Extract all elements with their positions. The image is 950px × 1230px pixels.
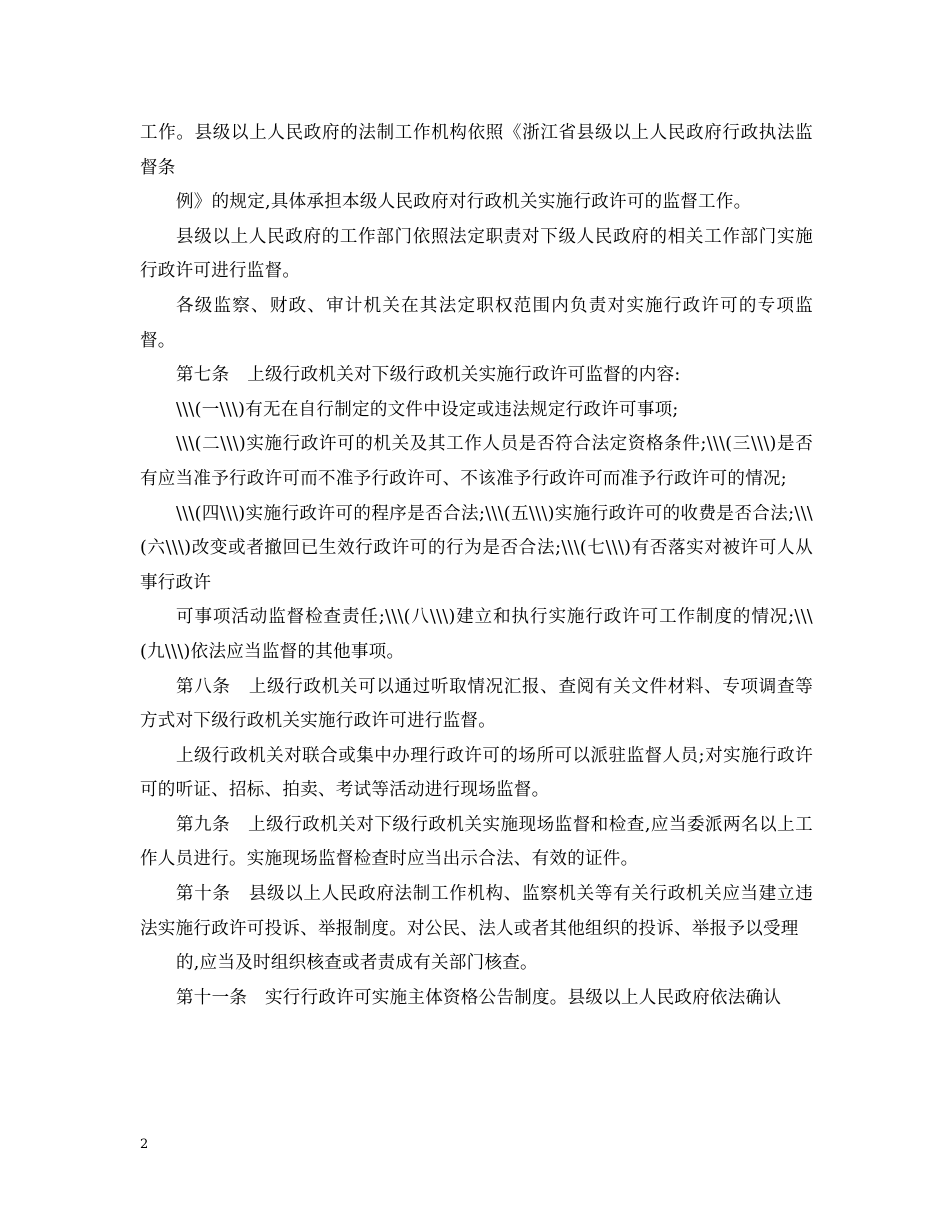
article-7-items-8-9: 可事项活动监督检查责任;\\\(八\\\)建立和执行实施行政许可工作制度的情况;\\\(九\\\)依法应当监督的其他事项。 [140,607,813,662]
paragraph-1: 工作。县级以上人民政府的法制工作机构依照《浙江省县级以上人民政府行政执法监督条 [140,123,813,178]
paragraph-2: 例》的规定,具体承担本级人民政府对行政机关实施行政许可的监督工作。 [176,192,752,213]
article-10: 第十条 县级以上人民政府法制工作机构、监察机关等有关行政机关应当建立违法实施行政许可投诉、举报制度。对公民、法人或者其他组织的投诉、举报予以受理 [140,884,813,939]
article-10-continued: 的,应当及时组织核查或者责成有关部门核查。 [176,953,538,974]
page-number: 2 [140,1137,149,1152]
document-body [140,116,813,1015]
article-7-items-4-7: \\\(四\\\)实施行政许可的程序是否合法;\\\(五\\\)实施行政许可的收费是否合法;\\\(六\\\)改变或者撤回已生效行政许可的行为是否合法;\\\(七\\\)有否落实对被许可人从事行政许 [140,503,813,593]
paragraph-4: 各级监察、财政、审计机关在其法定职权范围内负责对实施行政许可的专项监督。 [140,295,813,351]
article-7-item-1: \\\(一\\\)有无在自行制定的文件中设定或违法规定行政许可事项; [176,399,679,420]
article-7-heading: 第七条 上级行政机关对下级行政机关实施行政许可监督的内容: [176,365,681,386]
article-8-paragraph-2: 上级行政机关对联合或集中办理行政许可的场所可以派驻监督人员;对实施行政许可的听证、招标、拍卖、考试等活动进行现场监督。 [140,745,813,801]
article-9: 第九条 上级行政机关对下级行政机关实施现场监督和检查,应当委派两名以上工作人员进行。实施现场监督检查时应当出示合法、有效的证件。 [140,814,813,870]
paragraph-3: 县级以上人民政府的工作部门依照法定职责对下级人民政府的相关工作部门实施行政许可进行监督。 [140,226,813,282]
article-7-items-2-3: \\\(二\\\)实施行政许可的机关及其工作人员是否符合法定资格条件;\\\(三\\\)是否有应当准予行政许可而不准予行政许可、不该准予行政许可而准予行政许可的情况; [140,434,813,489]
article-11: 第十一条 实行行政许可实施主体资格公告制度。县级以上人民政府依法确认 [176,987,782,1008]
article-8: 第八条 上级行政机关可以通过听取情况汇报、查阅有关文件材料、专项调查等方式对下级行政机关实施行政许可进行监督。 [140,676,813,732]
